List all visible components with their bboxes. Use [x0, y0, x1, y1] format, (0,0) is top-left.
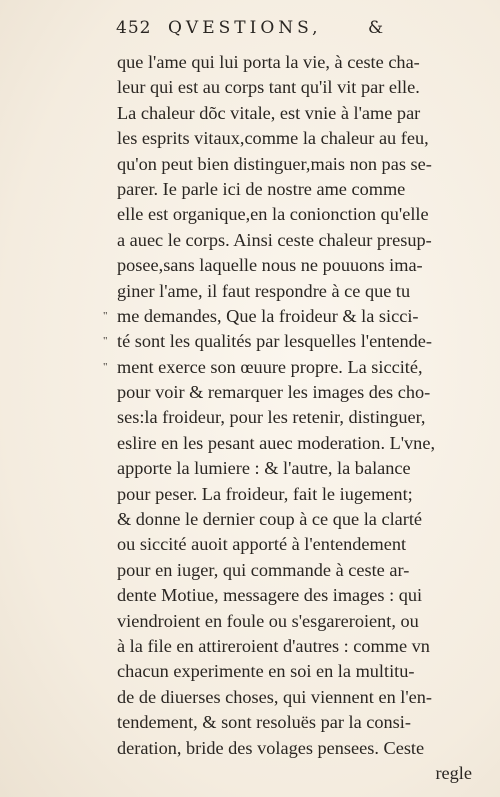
line-text: tendement, & sont resoluës par la consi-	[117, 712, 411, 733]
text-line	[117, 736, 472, 761]
text-line	[117, 228, 472, 253]
running-title: QVESTIONS,	[168, 18, 322, 38]
text-line	[117, 380, 472, 405]
text-line	[117, 126, 472, 151]
catchword-block	[117, 761, 472, 786]
line-text: chacun experimente en soi en la multitu-	[117, 661, 415, 682]
text-line	[117, 456, 472, 481]
line-text: elle est organique,en la conionction qu'elle	[117, 204, 429, 225]
line-text: deration, bride des volages pensees. Ceste	[117, 737, 425, 758]
line-text: pour voir & remarquer les images des cho-	[117, 382, 431, 403]
text-line	[117, 482, 472, 507]
line-text: de de diuerses choses, qui viennent en l'en-	[117, 686, 432, 707]
text-line	[117, 583, 472, 608]
line-text: à la file en attireroient d'autres : comme vn	[117, 635, 430, 656]
text-line	[117, 101, 472, 126]
text-line	[103, 355, 472, 380]
line-text: a auec le corps. Ainsi ceste chaleur presup-	[117, 229, 432, 250]
text-line	[117, 507, 472, 532]
line-text: ment exerce son œuure propre. La siccité,	[117, 356, 423, 377]
text-line	[117, 609, 472, 634]
text-line	[117, 75, 472, 100]
line-text: parer. Ie parle ici de nostre ame comme	[117, 178, 406, 199]
line-text: eslire en les pesant auec moderation. L'vne,	[117, 432, 436, 453]
text-line	[117, 659, 472, 684]
line-text: ses:la froideur, pour les retenir, distinguer,	[117, 407, 426, 428]
line-text: que l'ame qui lui porta la vie, à ceste cha-	[117, 52, 420, 72]
page-header	[116, 18, 476, 44]
line-text: apporte la lumiere : & l'autre, la balance	[117, 458, 411, 479]
text-line	[117, 405, 472, 430]
page-number: 452	[116, 18, 152, 38]
text-line	[117, 685, 472, 710]
text-line	[117, 253, 472, 278]
text-line	[103, 304, 472, 329]
text-line	[117, 50, 472, 75]
text-line	[117, 634, 472, 659]
line-text: & donne le dernier coup à ce que la clarté	[117, 509, 423, 530]
text-line	[117, 431, 472, 456]
line-text: posee,sans laquelle nous ne pouuons ima-	[117, 255, 423, 276]
line-text: giner l'ame, il faut respondre à ce que tu	[117, 280, 411, 301]
line-text: pour peser. La froideur, fait le iugement;	[117, 483, 413, 504]
line-text: pour en iuger, qui commande à ceste ar-	[117, 559, 410, 580]
quotation-mark: "	[103, 360, 108, 373]
quotation-mark: "	[103, 335, 108, 348]
text-line	[117, 202, 472, 227]
line-text: té sont les qualités par lesquelles l'entende-	[117, 331, 432, 352]
quotation-mark: "	[103, 309, 108, 322]
text-line	[117, 177, 472, 202]
catchword: regle	[435, 763, 472, 783]
line-text: me demandes, Que la froideur & la sicci-	[117, 305, 419, 326]
line-text: ou siccité auoit apporté à l'entendement	[117, 534, 407, 555]
line-text: les esprits vitaux,comme la chaleur au feu,	[117, 128, 429, 149]
text-line	[103, 329, 472, 354]
body-text	[103, 50, 472, 761]
line-text: viendroient en foule ou s'esgareroient, ou	[117, 610, 419, 631]
line-text: dente Motiue, messagere des images : qui	[117, 585, 423, 606]
text-line	[117, 558, 472, 583]
running-title-ampersand: &	[368, 18, 385, 38]
text-line	[117, 532, 472, 557]
line-text: qu'on peut bien distinguer,mais non pas se-	[117, 153, 432, 174]
line-text: leur qui est au corps tant qu'il vit par elle.	[117, 77, 420, 98]
text-line	[117, 710, 472, 735]
text-line	[117, 152, 472, 177]
text-line	[117, 279, 472, 304]
line-text: La chaleur dõc vitale, est vnie à l'ame par	[117, 102, 421, 123]
